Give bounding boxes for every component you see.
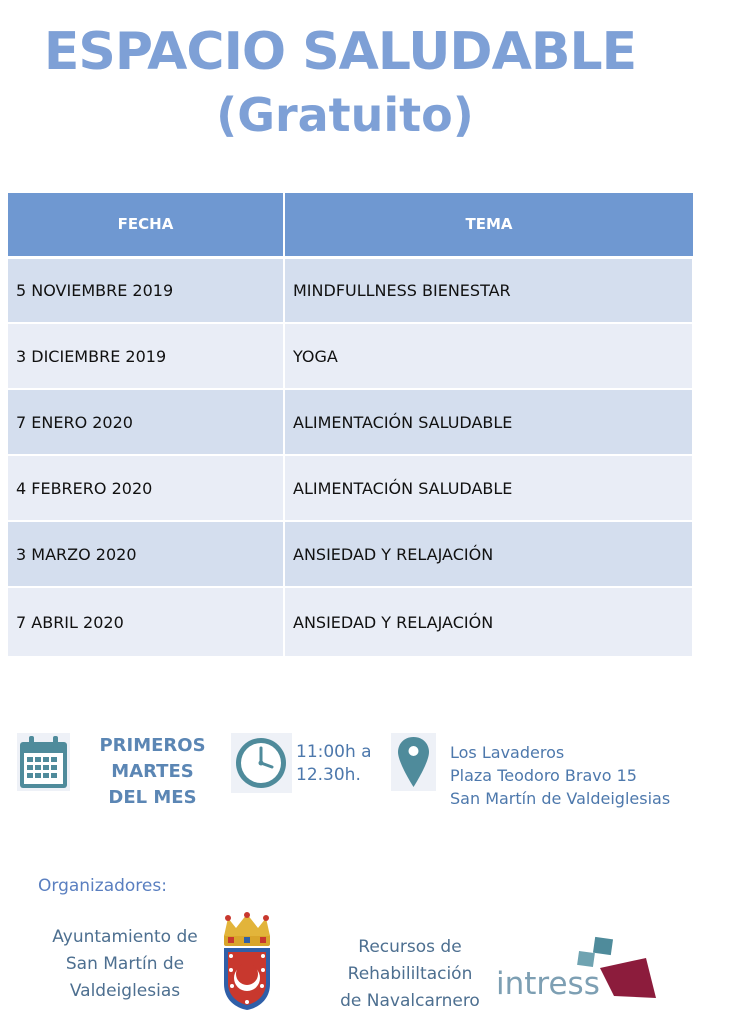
date-cell: 5 NOVIEMBRE 2019 — [8, 257, 284, 323]
location-pin-icon — [391, 733, 436, 791]
column-header-fecha: FECHA — [8, 193, 284, 257]
venue-address: Los Lavaderos Plaza Teodoro Bravo 15 San Martín de Valdeiglesias — [450, 743, 671, 808]
schedule-table — [8, 193, 694, 658]
schedule-frequency: PRIMEROS MARTES DEL MES — [99, 735, 206, 808]
recursos-rehabilitacion-name: Recursos de Rehabililtación de Navalcarnero — [340, 937, 480, 1011]
session-time: 11:00h a 12.30h. — [296, 742, 372, 785]
table-row — [8, 521, 693, 587]
coat-of-arms-logo — [218, 912, 276, 1012]
table-row — [8, 455, 693, 521]
topic-cell: YOGA — [284, 323, 693, 389]
page-subtitle: (Gratuito) — [216, 88, 474, 142]
table-row — [8, 323, 693, 389]
topic-cell: ALIMENTACIÓN SALUDABLE — [284, 389, 693, 455]
topic-cell: ALIMENTACIÓN SALUDABLE — [284, 455, 693, 521]
calendar-icon — [17, 733, 70, 791]
date-cell: 7 ABRIL 2020 — [8, 587, 284, 657]
intress-logo — [496, 936, 658, 1002]
ayuntamiento-name: Ayuntamiento de San Martín de Valdeiglesias — [52, 927, 198, 1001]
table-row — [8, 587, 693, 657]
topic-cell: ANSIEDAD Y RELAJACIÓN — [284, 521, 693, 587]
topic-cell: ANSIEDAD Y RELAJACIÓN — [284, 587, 693, 657]
intress-logo-text: intress — [496, 966, 600, 1002]
date-cell: 3 DICIEMBRE 2019 — [8, 323, 284, 389]
date-cell: 3 MARZO 2020 — [8, 521, 284, 587]
clock-icon — [231, 733, 292, 793]
table-header-row — [8, 193, 693, 257]
date-cell: 7 ENERO 2020 — [8, 389, 284, 455]
page-title: ESPACIO SALUDABLE — [43, 22, 637, 82]
organizers-label: Organizadores: — [38, 876, 167, 896]
date-cell: 4 FEBRERO 2020 — [8, 455, 284, 521]
table-row — [8, 257, 693, 323]
topic-cell: MINDFULLNESS BIENESTAR — [284, 257, 693, 323]
column-header-tema: TEMA — [284, 193, 693, 257]
table-row — [8, 389, 693, 455]
